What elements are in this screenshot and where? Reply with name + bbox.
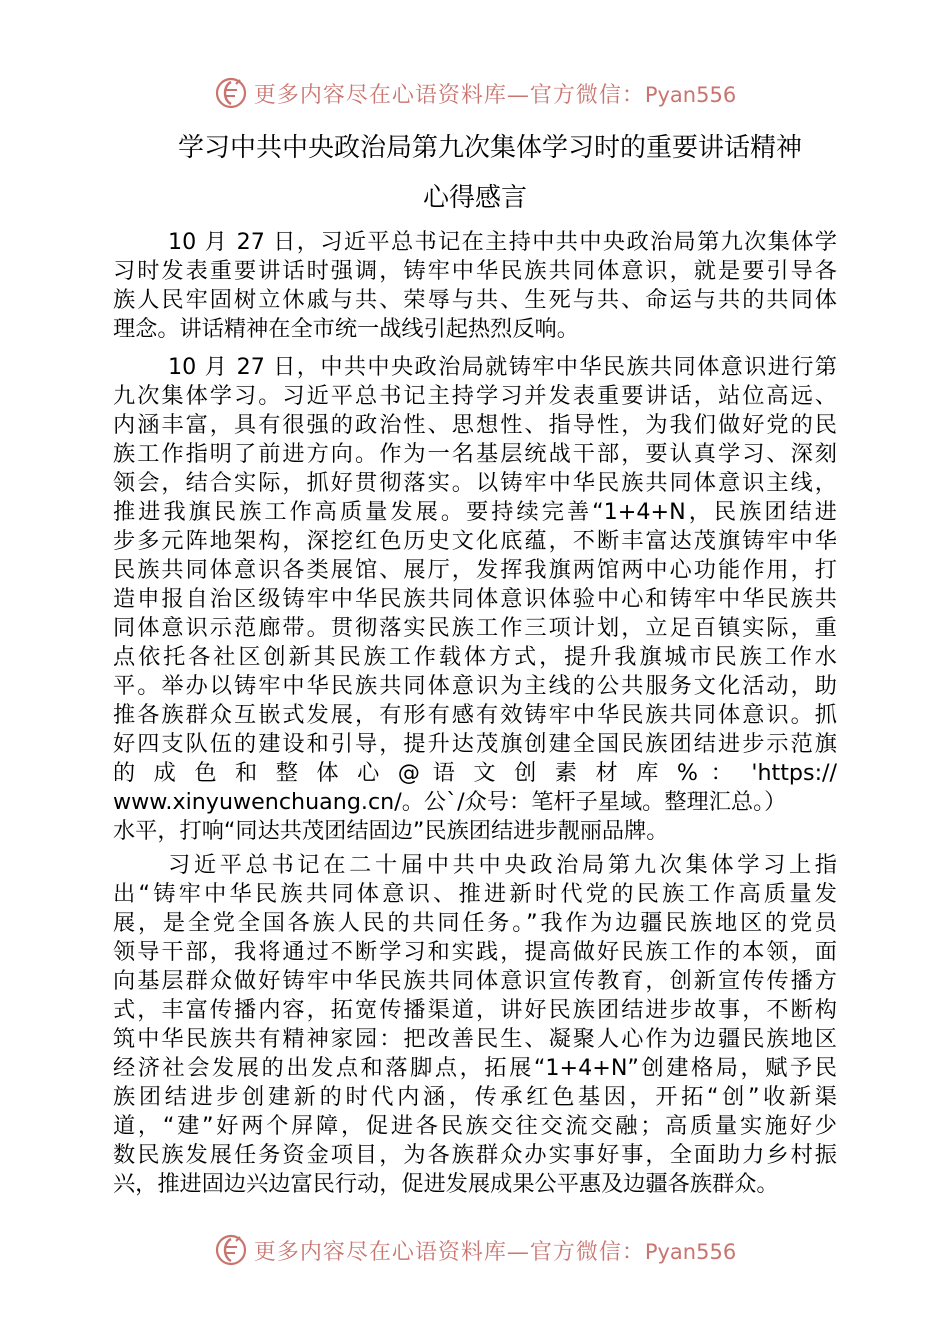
body-line: 10 月 27 日，习近平总书记在主持中共中央政治局第九次集体学 [168,229,837,255]
body-line: 民族共同体意识各类展馆、展厅，发挥我旗两馆两中心功能作用，打 [113,557,837,583]
body-line: 好四支队伍的建设和引导，提升达茂旗创建全国民族团结进步示范旗 [113,731,837,757]
body-line: 同体意识示范廊带。贯彻落实民族工作三项计划，立足百镇实际，重 [113,615,837,641]
body-line: 推进我旗民族工作高质量发展。要持续完善“1+4+N，民族团结进 [113,499,837,525]
body-line: 式，丰富传播内容，拓宽传播渠道，讲好民族团结进步故事，不断构 [113,997,837,1023]
body-line: 族工作指明了前进方向。作为一名基层统战干部，要认真学习、深刻 [113,441,837,467]
body-line: 点依托各社区创新其民族工作载体方式，提升我旗城市民族工作水 [113,644,837,670]
body-line: 习时发表重要讲话时强调，铸牢中华民族共同体意识，就是要引导各 [113,258,837,284]
body-line: 习近平总书记在二十届中共中央政治局第九次集体学习上指 [168,852,837,878]
body-line: 族团结进步创建新的时代内涵，传承红色基因，开拓“创”收新渠 [113,1084,837,1110]
body-line: 经济社会发展的出发点和落脚点，拓展“1+4+N”创建格局，赋予民 [113,1055,837,1081]
body-line: 的 成 色 和 整 体 心 @ 语 文 创 素 材 库 % ： 'https:// [113,760,837,786]
body-line: 平。举办以铸牢中华民族共同体意识为主线的公共服务文化活动，助 [113,673,837,699]
wechat-handle: Pyan556 [644,1239,737,1264]
footer-banner [0,1230,950,1270]
body-line: 理念。讲话精神在全市统一战线引起热烈反响。 [113,316,579,342]
body-line: 领导干部，我将通过不断学习和实践，提高做好民族工作的本领，面 [113,939,837,965]
body-line: 九次集体学习。习近平总书记主持学习并发表重要讲话，站位高远、 [113,383,837,409]
seal-logo-icon [214,76,248,110]
body-line: 兴，推进固边兴边富民行动，促进发展成果公平惠及边疆各族群众。 [113,1171,779,1197]
seal-logo-icon [214,1233,248,1267]
body-line: 推各族群众互嵌式发展，有形有感有效铸牢中华民族共同体意识。抓 [113,702,837,728]
body-line: 道，“建”好两个屏障，促进各民族交往交流交融；高质量实施好少 [113,1113,837,1139]
page-title: 学习中共中央政治局第九次集体学习时的重要讲话精神 [177,133,802,163]
wechat-handle: Pyan556 [644,82,737,107]
body-line: 步多元阵地架构，深挖红色历史文化底蕴，不断丰富达茂旗铸牢中华 [113,528,837,554]
body-line: www.xinyuwenchuang.cn/。公`/众号：笔杆子星域。整理汇总。） [113,789,787,815]
body-line: 族人民牢固树立休戚与共、荣辱与共、生死与共、命运与共的共同体 [113,287,837,313]
body-line: 领会，结合实际，抓好贯彻落实。以铸牢中华民族共同体意识主线， [113,470,837,496]
banner-text: 更多内容尽在心语资料库—官方微信：Pyan556 [253,1239,737,1265]
banner-text: 更多内容尽在心语资料库—官方微信：Pyan556 [253,82,737,108]
body-line: 数民族发展任务资金项目，为各族群众办实事好事，全面助力乡村振 [113,1142,837,1168]
body-line: 筑中华民族共有精神家园：把改善民生、凝聚人心作为边疆民族地区 [113,1026,837,1052]
body-line: 水平，打响“同达共茂团结固边”民族团结进步靓丽品牌。 [113,818,669,844]
body-line: 出“铸牢中华民族共同体意识、推进新时代党的民族工作高质量发 [113,881,837,907]
body-line: 向基层群众做好铸牢中华民族共同体意识宣传教育，创新宣传传播方 [113,968,837,994]
page-subtitle: 心得感言 [422,183,527,213]
body-line: 内涵丰富，具有很强的政治性、思想性、指导性，为我们做好党的民 [113,412,837,438]
header-banner [0,73,950,113]
body-line: 造申报自治区级铸牢中华民族共同体意识体验中心和铸牢中华民族共 [113,586,837,612]
body-line: 10 月 27 日，中共中央政治局就铸牢中华民族共同体意识进行第 [168,354,837,380]
body-line: 展，是全党全国各族人民的共同任务。”我作为边疆民族地区的党员 [113,910,837,936]
